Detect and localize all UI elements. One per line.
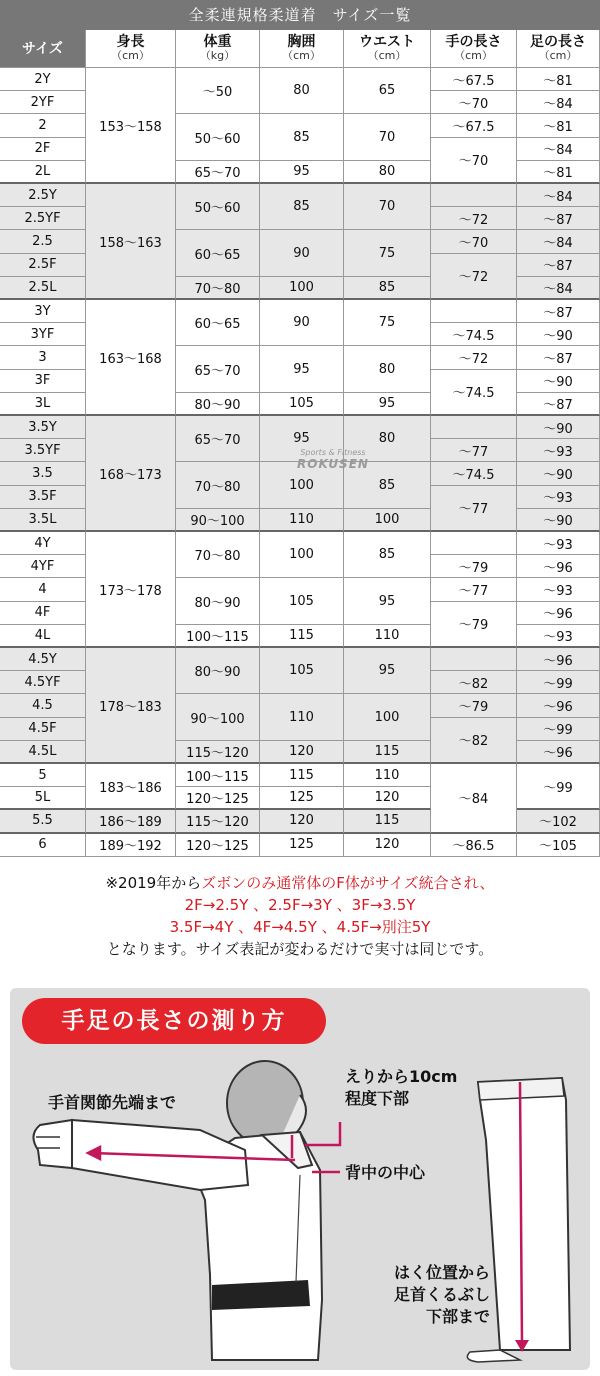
weight-cell: 120〜125	[176, 834, 260, 857]
chest-cell: 95	[260, 161, 344, 184]
leg-cell: 〜90	[517, 370, 600, 393]
chest-cell: 100	[260, 462, 344, 508]
size-cell: 3	[0, 346, 86, 369]
weight-cell: 80〜90	[176, 648, 260, 694]
table-title: 全柔連規格柔道着 サイズ一覧	[0, 0, 600, 30]
arm-cell: 〜70	[431, 138, 517, 184]
arm-cell: 〜86.5	[431, 834, 517, 857]
header-unit: （kg）	[199, 48, 236, 62]
size-cell: 5L	[0, 787, 86, 810]
weight-cell: 90〜100	[176, 694, 260, 740]
chest-cell: 115	[260, 625, 344, 648]
weight-cell: 60〜65	[176, 300, 260, 346]
size-cell: 5.5	[0, 810, 86, 833]
size-cell: 3.5	[0, 462, 86, 485]
size-cell: 6	[0, 834, 86, 857]
chest-cell: 105	[260, 578, 344, 624]
back-label: 背中の中心	[345, 1163, 426, 1182]
arm-cell: 〜82	[431, 671, 517, 694]
size-cell: 4.5	[0, 694, 86, 717]
size-cell: 2.5F	[0, 254, 86, 277]
header-unit: （cm）	[538, 48, 578, 62]
collar-label-2: 程度下部	[345, 1089, 410, 1108]
waist-cell: 115	[344, 741, 431, 764]
header-label: ウエスト	[359, 33, 415, 50]
leg-cell: 〜96	[517, 648, 600, 671]
arm-cell: 〜74.5	[431, 323, 517, 346]
height-cell: 189〜192	[86, 834, 176, 857]
size-cell: 3YF	[0, 323, 86, 346]
height-cell: 173〜178	[86, 532, 176, 648]
leg-cell: 〜87	[517, 346, 600, 369]
header-unit: （cm）	[454, 48, 493, 62]
arm-cell: 〜77	[431, 439, 517, 462]
leg-cell: 〜93	[517, 625, 600, 648]
waist-cell: 70	[344, 114, 431, 160]
size-cell: 2.5YF	[0, 207, 86, 230]
weight-cell: 50〜60	[176, 184, 260, 230]
weight-cell: 70〜80	[176, 532, 260, 578]
waist-cell: 85	[344, 277, 431, 300]
size-cell: 4	[0, 578, 86, 601]
weight-cell: 65〜70	[176, 346, 260, 392]
weight-cell: 115〜120	[176, 741, 260, 764]
size-cell: 4.5YF	[0, 671, 86, 694]
arm-cell: 〜79	[431, 694, 517, 717]
leg-cell: 〜90	[517, 416, 600, 439]
waist-cell: 110	[344, 764, 431, 787]
wrist-label: 手首関節先端まで	[48, 1093, 177, 1112]
watermark-line2: ROKUSEN	[297, 457, 369, 471]
weight-cell: 120〜125	[176, 787, 260, 810]
size-cell: 3.5YF	[0, 439, 86, 462]
height-cell: 168〜173	[86, 416, 176, 532]
weight-cell: 50〜60	[176, 114, 260, 160]
header-label: 胸囲	[287, 33, 316, 50]
chest-cell: 95	[260, 346, 344, 392]
waist-cell: 120	[344, 787, 431, 810]
header-unit: （cm）	[367, 48, 407, 62]
weight-cell: 100〜115	[176, 764, 260, 787]
size-cell: 3.5Y	[0, 416, 86, 439]
chest-cell: 85	[260, 114, 344, 160]
leg-label-1: はく位置から	[393, 1263, 490, 1282]
waist-cell: 95	[344, 578, 431, 624]
leg-cell: 〜84	[517, 138, 600, 161]
size-cell: 2.5	[0, 230, 86, 253]
arm-cell: 〜72	[431, 254, 517, 300]
arm-cell: 〜70	[431, 230, 517, 253]
chest-cell: 80	[260, 68, 344, 114]
chest-cell: 125	[260, 834, 344, 857]
size-cell: 5	[0, 764, 86, 787]
header-label: 身長	[116, 33, 145, 50]
leg-cell: 〜84	[517, 184, 600, 207]
leg-cell: 〜99	[517, 671, 600, 694]
arm-cell: 〜67.5	[431, 114, 517, 137]
waist-cell: 65	[344, 68, 431, 114]
arm-cell: 〜79	[431, 602, 517, 648]
arm-cell: 〜72	[431, 207, 517, 230]
header-label: 体重	[203, 33, 232, 50]
leg-cell: 〜81	[517, 161, 600, 184]
height-cell: 158〜163	[86, 184, 176, 300]
weight-cell: 65〜70	[176, 161, 260, 184]
leg-cell: 〜96	[517, 741, 600, 764]
waist-cell: 95	[344, 393, 431, 416]
size-cell: 2L	[0, 161, 86, 184]
weight-cell: 90〜100	[176, 509, 260, 532]
size-cell: 3F	[0, 370, 86, 393]
size-cell: 3Y	[0, 300, 86, 323]
leg-label-2: 足首くるぶし	[393, 1285, 490, 1304]
leg-cell: 〜105	[517, 834, 600, 857]
chest-cell: 90	[260, 230, 344, 276]
chest-cell: 100	[260, 277, 344, 300]
weight-cell: 80〜90	[176, 393, 260, 416]
arm-cell: 〜84	[431, 764, 517, 834]
leg-label-3: 下部まで	[425, 1307, 490, 1326]
collar-label	[345, 1066, 457, 1110]
leg-cell: 〜84	[517, 230, 600, 253]
waist-cell: 70	[344, 184, 431, 230]
arm-cell: 〜74.5	[431, 370, 517, 416]
arm-cell: 〜77	[431, 486, 517, 532]
waist-cell: 95	[344, 648, 431, 694]
leg-cell: 〜81	[517, 114, 600, 137]
arm-cell: 〜72	[431, 346, 517, 369]
leg-cell: 〜93	[517, 486, 600, 509]
arm-cell: 〜79	[431, 555, 517, 578]
header-unit: （cm）	[111, 48, 150, 62]
height-cell: 178〜183	[86, 648, 176, 764]
waist-cell: 100	[344, 509, 431, 532]
waist-cell: 120	[344, 834, 431, 857]
leg-cell: 〜90	[517, 462, 600, 485]
arm-cell: 〜70	[431, 91, 517, 114]
chest-cell: 100	[260, 532, 344, 578]
weight-cell: 70〜80	[176, 462, 260, 508]
size-cell: 2.5Y	[0, 184, 86, 207]
leg-cell: 〜84	[517, 277, 600, 300]
weight-cell: 60〜65	[176, 230, 260, 276]
leg-cell: 〜84	[517, 91, 600, 114]
height-cell: 153〜158	[86, 68, 176, 184]
chest-cell: 110	[260, 694, 344, 740]
header-label: サイズ	[22, 40, 63, 57]
leg-cell: 〜102	[517, 810, 600, 833]
arm-cell: 〜82	[431, 718, 517, 764]
waist-cell: 80	[344, 416, 431, 462]
chest-cell: 120	[260, 741, 344, 764]
size-cell: 3.5L	[0, 509, 86, 532]
chest-cell: 90	[260, 300, 344, 346]
leg-cell: 〜87	[517, 207, 600, 230]
header-label: 手の長さ	[445, 33, 502, 50]
size-cell: 4.5Y	[0, 648, 86, 671]
waist-cell: 80	[344, 161, 431, 184]
note-line3: 3.5F→4Y 、4F→4.5Y 、4.5F→別注5Y	[169, 918, 431, 936]
size-cell: 4.5L	[0, 741, 86, 764]
waist-cell: 110	[344, 625, 431, 648]
leg-cell: 〜99	[517, 764, 600, 810]
size-cell: 4L	[0, 625, 86, 648]
chest-cell: 85	[260, 184, 344, 230]
size-cell: 4Y	[0, 532, 86, 555]
waist-cell: 85	[344, 532, 431, 578]
collar-label-1: えりから10cm	[345, 1067, 458, 1086]
size-cell: 4YF	[0, 555, 86, 578]
header-unit: （cm）	[282, 48, 321, 62]
chest-cell: 105	[260, 393, 344, 416]
chest-cell: 120	[260, 810, 344, 833]
height-cell: 183〜186	[86, 764, 176, 810]
waist-cell: 75	[344, 230, 431, 276]
measure-title: 手足の長さの測り方	[22, 998, 326, 1044]
leg-cell: 〜93	[517, 439, 600, 462]
weight-cell: 80〜90	[176, 578, 260, 624]
note-line4: となります。サイズ表記が変わるだけで実寸は同じです。	[106, 940, 494, 958]
weight-cell: 115〜120	[176, 810, 260, 833]
chest-cell: 115	[260, 764, 344, 787]
watermark-line1: Sports & Fitness	[300, 448, 366, 457]
header-label: 足の長さ	[530, 33, 586, 50]
note-line1-red: ズボンのみ通常体のF体がサイズ統合され、	[201, 874, 495, 892]
waist-cell: 75	[344, 300, 431, 346]
chest-cell: 110	[260, 509, 344, 532]
waist-cell: 85	[344, 462, 431, 508]
weight-cell: 65〜70	[176, 416, 260, 462]
size-cell: 2YF	[0, 91, 86, 114]
waist-cell: 80	[344, 346, 431, 392]
weight-cell: 〜50	[176, 68, 260, 114]
leg-cell: 〜93	[517, 578, 600, 601]
leg-cell: 〜90	[517, 509, 600, 532]
chest-cell: 125	[260, 787, 344, 810]
size-cell: 4F	[0, 602, 86, 625]
note-line2: 2F→2.5Y 、2.5F→3Y 、3F→3.5Y	[184, 896, 416, 914]
chest-cell: 95	[260, 416, 344, 462]
size-cell: 2F	[0, 138, 86, 161]
leg-cell: 〜87	[517, 254, 600, 277]
arm-cell: 〜74.5	[431, 462, 517, 485]
leg-cell: 〜87	[517, 300, 600, 323]
weight-cell: 70〜80	[176, 277, 260, 300]
height-cell: 163〜168	[86, 300, 176, 416]
leg-cell: 〜81	[517, 68, 600, 91]
leg-cell: 〜87	[517, 393, 600, 416]
size-cell: 4.5F	[0, 718, 86, 741]
size-cell: 3.5F	[0, 486, 86, 509]
arm-cell: 〜67.5	[431, 68, 517, 91]
leg-cell: 〜93	[517, 532, 600, 555]
note-line1-prefix: ※2019年から	[105, 874, 202, 892]
waist-cell: 115	[344, 810, 431, 833]
size-cell: 2	[0, 114, 86, 137]
size-cell: 3L	[0, 393, 86, 416]
size-cell: 2.5L	[0, 277, 86, 300]
arm-cell: 〜77	[431, 578, 517, 601]
leg-cell: 〜96	[517, 602, 600, 625]
chest-cell: 105	[260, 648, 344, 694]
waist-cell: 100	[344, 694, 431, 740]
size-cell: 2Y	[0, 68, 86, 91]
leg-cell: 〜96	[517, 694, 600, 717]
leg-cell: 〜99	[517, 718, 600, 741]
height-cell: 186〜189	[86, 810, 176, 833]
weight-cell: 100〜115	[176, 625, 260, 648]
leg-label	[330, 1262, 490, 1328]
leg-cell: 〜96	[517, 555, 600, 578]
leg-cell: 〜90	[517, 323, 600, 346]
